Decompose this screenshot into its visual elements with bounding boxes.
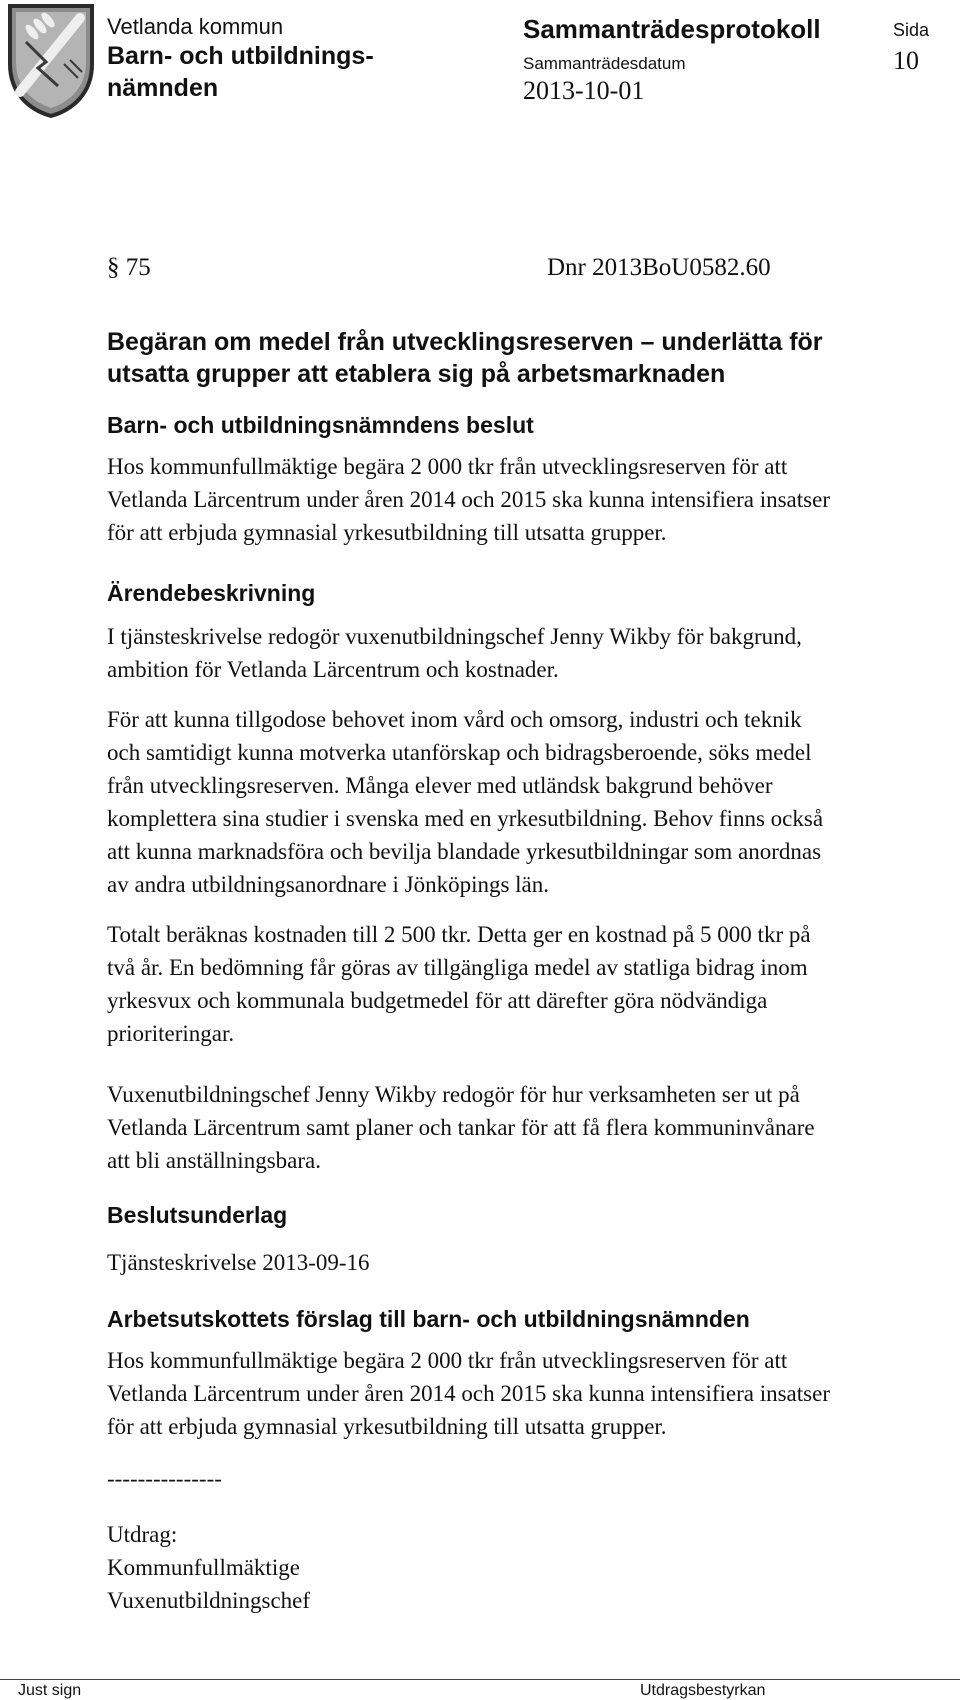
description-paragraph	[107, 703, 937, 901]
page-label: Sida	[893, 20, 930, 40]
paragraph-number: § 75	[107, 254, 151, 281]
text-line: två år. En bedömning får göras av tillgängliga medel av statliga bidrag inom	[107, 955, 808, 980]
text-line: att bli anställningsbara.	[107, 1148, 321, 1173]
text-line: ambition för Vetlanda Lärcentrum och kostnader.	[107, 657, 559, 682]
text-line: Vetlanda Lärcentrum under åren 2014 och 2015 ska kunna intensifiera insatser	[107, 1381, 830, 1406]
text-line: komplettera sina studier i svenska med en yrkesutbildning. Behov finns också	[107, 806, 824, 831]
text-line: Hos kommunfullmäktige begära 2 000 tkr från utvecklingsreserven för att	[107, 454, 788, 479]
description-paragraph	[107, 1078, 937, 1177]
meeting-date-label: Sammanträdesdatum	[523, 54, 686, 73]
text-line: Vetlanda Lärcentrum under åren 2014 och 2015 ska kunna intensifiera insatser	[107, 487, 830, 512]
distribution-recipient: Vuxenutbildningschef	[107, 1588, 311, 1613]
board-name	[107, 40, 374, 104]
committee-proposal-text	[107, 1344, 937, 1443]
distribution-separator: ---------------	[107, 1466, 222, 1491]
document-type: Sammanträdesprotokoll	[523, 14, 821, 44]
item-title-line: utsatta grupper att etablera sig på arbetsmarknaden	[107, 360, 726, 388]
board-name-line: nämnden	[107, 74, 219, 102]
distribution-label: Utdrag:	[107, 1522, 178, 1547]
text-line: Vetlanda Lärcentrum samt planer och tankar för att få flera kommuninvånare	[107, 1115, 815, 1140]
municipality-coat-of-arms-logo	[6, 2, 96, 120]
text-line: från utvecklingsreserven. Många elever med utländsk bakgrund behöver	[107, 773, 773, 798]
case-number: Dnr 2013BoU0582.60	[547, 254, 771, 281]
text-line: för att erbjuda gymnasial yrkesutbildning till utsatta grupper.	[107, 1414, 667, 1439]
page-number: 10	[893, 46, 919, 75]
text-line: och samtidigt kunna motverka utanförskap och bidragsberoende, söks medel	[107, 740, 812, 765]
text-line: Vuxenutbildningschef Jenny Wikby redogör för hur verksamheten ser ut på	[107, 1082, 800, 1107]
text-line: att kunna marknadsföra och bevilja blandade yrkesutbildningar som anordnas	[107, 839, 822, 864]
item-title-line: Begäran om medel från utvecklingsreserven – underlätta för	[107, 328, 823, 356]
text-line: yrkesvux och kommunala budgetmedel för att därefter göra nödvändiga	[107, 988, 768, 1013]
organization-name: Vetlanda kommun	[107, 14, 284, 39]
text-line: Totalt beräknas kostnaden till 2 500 tkr. Detta ger en kostnad på 5 000 tkr på	[107, 922, 811, 947]
meeting-date: 2013-10-01	[523, 76, 645, 105]
basis-heading: Beslutsunderlag	[107, 1202, 288, 1228]
distribution-recipient: Kommunfullmäktige	[107, 1555, 300, 1580]
decision-text	[107, 450, 937, 549]
footer-divider	[0, 1679, 960, 1680]
decision-heading: Barn- och utbildningsnämndens beslut	[107, 412, 534, 438]
footer-signature-label: Just sign	[18, 1682, 82, 1699]
text-line: av andra utbildningsanordnare i Jönköpings län.	[107, 872, 550, 897]
committee-proposal-heading: Arbetsutskottets förslag till barn- och utbildningsnämnden	[107, 1306, 750, 1332]
description-paragraph	[107, 918, 937, 1050]
footer-extract-certification-label: Utdragsbestyrkan	[640, 1682, 766, 1699]
description-heading: Ärendebeskrivning	[107, 580, 316, 606]
text-line: prioriteringar.	[107, 1021, 235, 1046]
board-name-line: Barn- och utbildnings-	[107, 42, 374, 70]
basis-text: Tjänsteskrivelse 2013-09-16	[107, 1250, 370, 1275]
item-title	[107, 326, 947, 390]
text-line: för att erbjuda gymnasial yrkesutbildning till utsatta grupper.	[107, 520, 667, 545]
distribution-list	[107, 1518, 937, 1617]
text-line: I tjänsteskrivelse redogör vuxenutbildningschef Jenny Wikby för bakgrund,	[107, 624, 802, 649]
text-line: För att kunna tillgodose behovet inom vård och omsorg, industri och teknik	[107, 707, 802, 732]
description-paragraph	[107, 620, 937, 686]
text-line: Hos kommunfullmäktige begära 2 000 tkr från utvecklingsreserven för att	[107, 1348, 788, 1373]
